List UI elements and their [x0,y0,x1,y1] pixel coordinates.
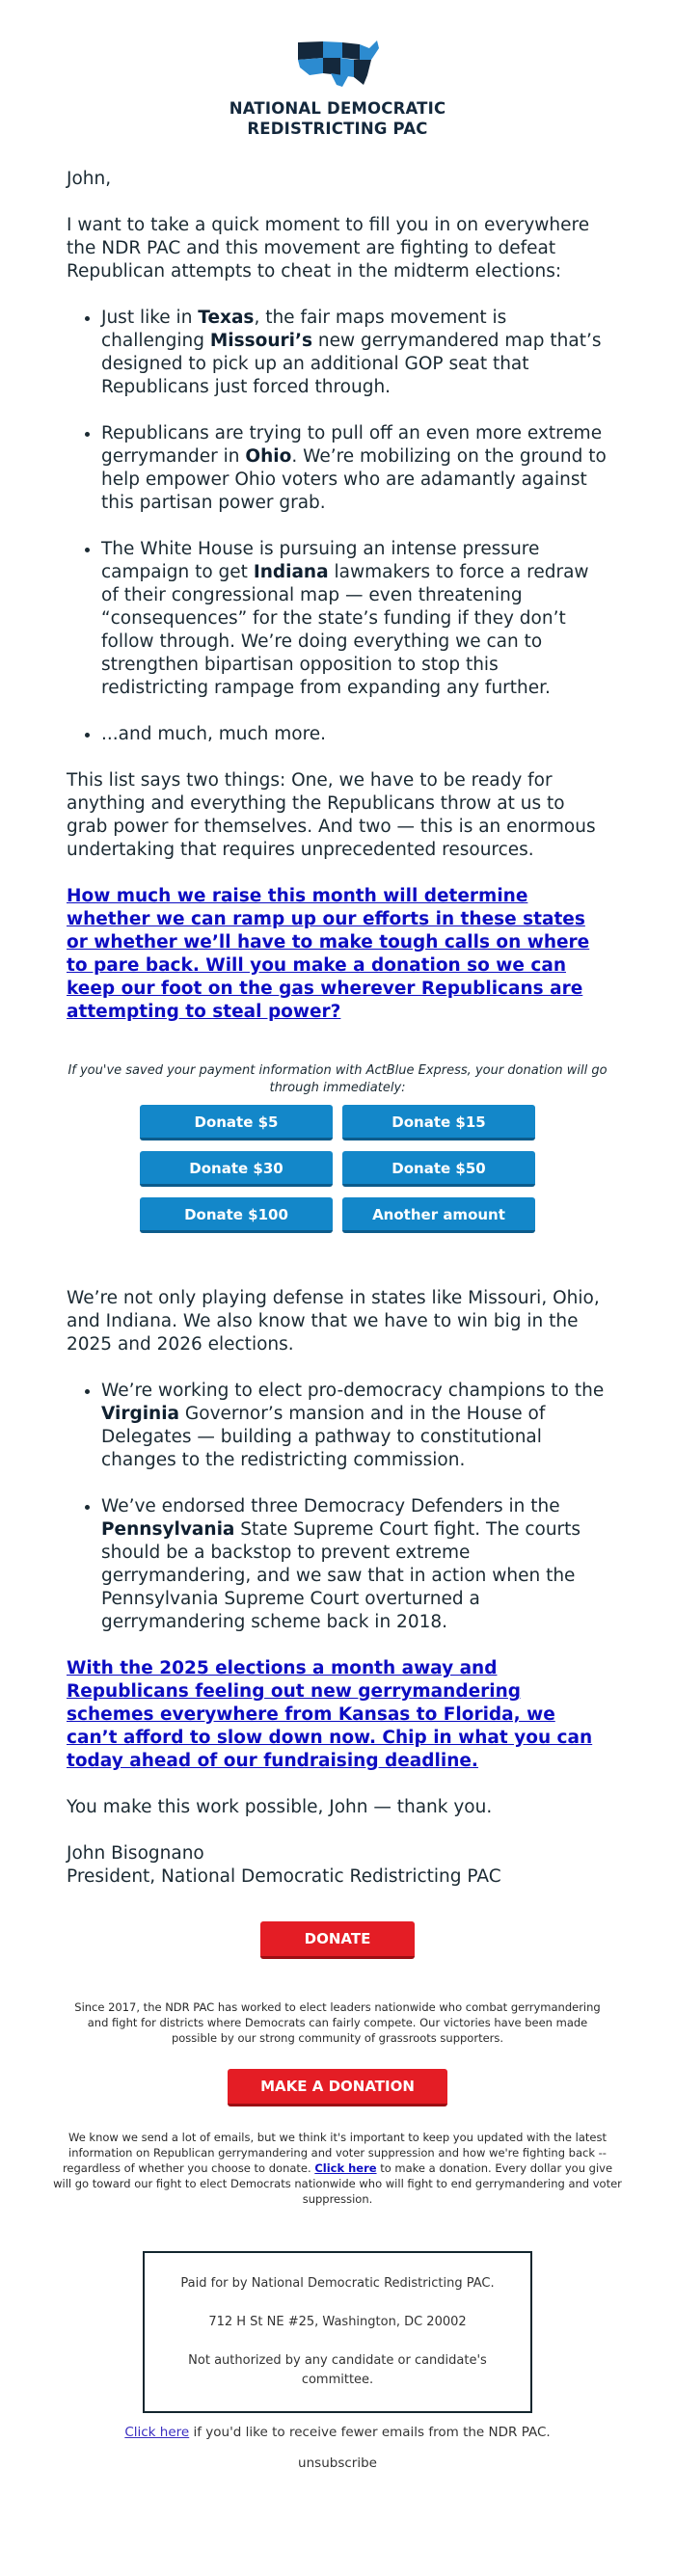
donate-30-button[interactable]: Donate $30 [140,1151,333,1187]
org-name-line1: NATIONAL DEMOCRATIC [229,99,446,118]
signature-title: President, National Democratic Redistricting PAC [67,1866,501,1887]
signature-name: John Bisognano [67,1843,204,1864]
donate-amounts [67,1105,608,1233]
not-authorized-text: Not authorized by any candidate or candidate's committee. [188,2353,487,2387]
state-list [67,307,608,746]
paid-for-text: Paid for by National Democratic Redistricting PAC. [180,2276,495,2291]
make-donation-link[interactable]: Click here [314,2161,377,2175]
chip-in-link[interactable]: With the 2025 elections a month away and Republicans feeling out new gerrymandering schemes everywhere from Kansas to Florida, we can’t afford to slow down now. Chip in what you can today ahead of our fundraising deadline. [67,1658,593,1771]
fewer-emails-link[interactable]: Click here [124,2425,190,2440]
greeting: John, [67,169,112,189]
about-paragraph: Since 2017, the NDR PAC has worked to elect leaders nationwide who combat gerrymandering and fight for districts where Democrats can fairly compete. Our victories have been made possible by our strong community of grassroots supporters. [74,2000,601,2045]
list-item: • ...and much, much more. [101,723,608,746]
thanks: You make this work possible, John — thank you. [67,1797,493,1817]
fewer-emails-line: Click here if you'd like to receive fewer emails from the NDR PAC. [124,2425,551,2440]
actblue-express-note: If you've saved your payment information with ActBlue Express, your donation will go through immediately: [68,1063,608,1095]
donate-appeal-link[interactable]: How much we raise this month will determine whether we can ramp up our efforts in these states or whether we’ll have to make tough calls on where to pare back. Will you make a donation so we can keep our foot on the gas wherever Republicans are attempting to steal power? [67,886,590,1022]
donate-100-button[interactable]: Donate $100 [140,1197,333,1233]
emails-note: We know we send a lot of emails, but we think it's important to keep you updated with the latest information on Republican gerrymandering and voter suppression and how we're fighting back -- regardless of whether you choose to donate. Click here to make a donation. Every dollar you give will go toward our fight to elect Democrats nationwide who will fight to end gerrymandering and voter suppression. [53,2131,622,2206]
org-name-line2: REDISTRICTING PAC [247,120,428,138]
election-list [67,1380,608,1634]
make-a-donation-button[interactable]: MAKE A DONATION [228,2069,447,2106]
logo [67,0,608,154]
donate-50-button[interactable]: Donate $50 [342,1151,535,1187]
address-text: 712 H St NE #25, Washington, DC 20002 [208,2315,467,2329]
donate-button[interactable]: DONATE [260,1921,415,1959]
us-map-puzzle-icon [294,39,381,94]
intro-paragraph: I want to take a quick moment to fill you in on everywhere the NDR PAC and this movement are fighting to defeat Republican attempts to cheat in the midterm elections: [67,215,590,282]
list-item: • We’ve endorsed three Democracy Defenders in the Pennsylvania State Supreme Court fight. The courts should be a backstop to prevent extreme gerrymandering, and we saw that in action when the Pennsylvania Supreme Court overturned a gerrymandering scheme back in 2018. [101,1495,608,1634]
donate-other-amount-button[interactable]: Another amount [342,1197,535,1233]
list-item: • Just like in Texas, the fair maps movement is challenging Missouri’s new gerrymandered map that’s designed to pick up an additional GOP seat that Republicans just forced through. [101,307,608,399]
body-paragraph: We’re not only playing defense in states like Missouri, Ohio, and Indiana. We also know that we have to win big in the 2025 and 2026 elections. [67,1288,600,1355]
list-item: • Republicans are trying to pull off an even more extreme gerrymander in Ohio. We’re mobilizing on the ground to help empower Ohio voters who are adamantly against this partisan power grab. [101,422,608,515]
list-item: • The White House is pursuing an intense pressure campaign to get Indiana lawmakers to force a redraw of their congressional map — even threatening “consequences” for the state’s funding if they don’t follow through. We’re doing everything we can to strengthen bipartisan opposition to stop this redistricting rampage from expanding any further. [101,538,608,700]
list-item: • We’re working to elect pro-democracy champions to the Virginia Governor’s mansion and in the House of Delegates — building a pathway to constitutional changes to the redistricting commission. [101,1380,608,1472]
donate-5-button[interactable]: Donate $5 [140,1105,333,1140]
body-paragraph: This list says two things: One, we have to be ready for anything and everything the Republicans throw at us to grab power for themselves. And two — this is an enormous undertaking that requires unprecedented resources. [67,770,596,860]
unsubscribe-link[interactable]: unsubscribe [298,2455,377,2471]
disclaimer-box [143,2251,532,2413]
donate-15-button[interactable]: Donate $15 [342,1105,535,1140]
